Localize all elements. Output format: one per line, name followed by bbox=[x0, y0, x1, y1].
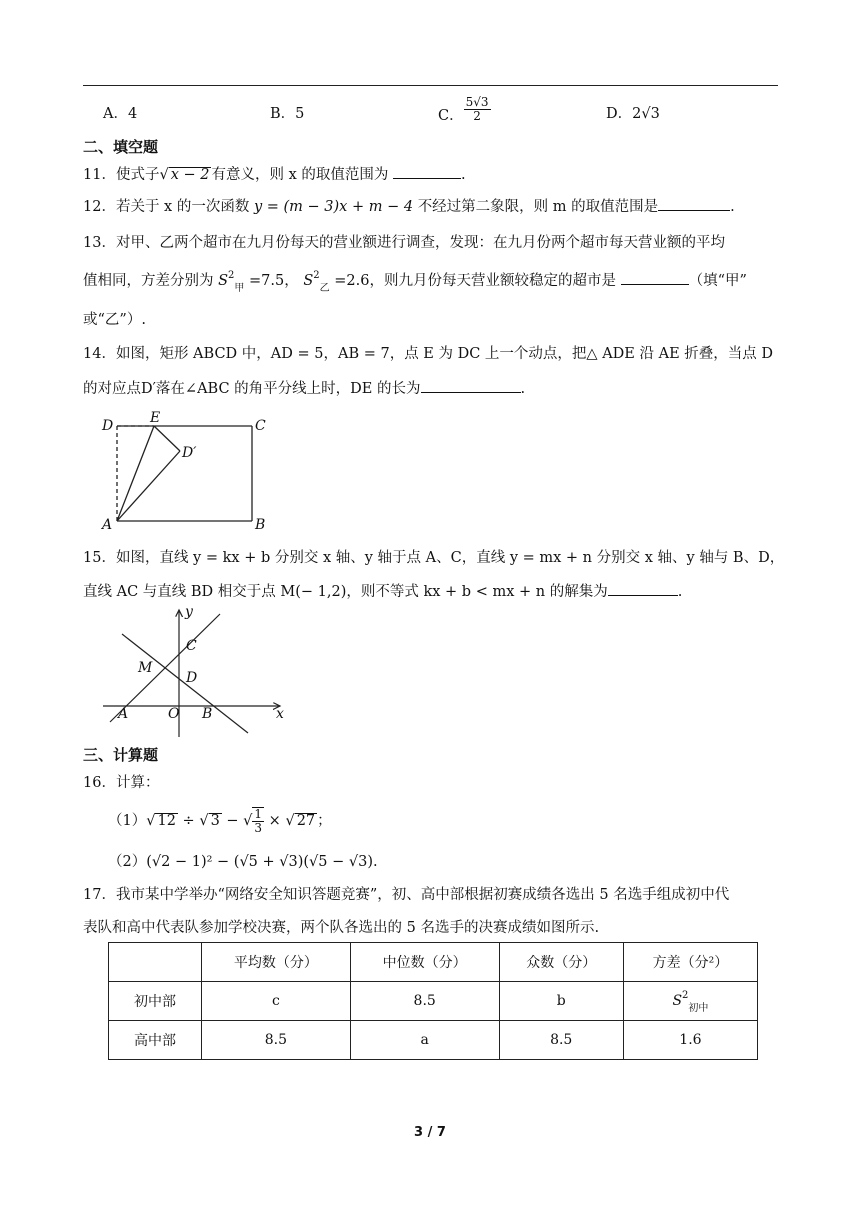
question-15-line2: 直线 AC 与直线 BD 相交于点 M(− 1,2)，则不等式 kx + b < mx + n 的解集为 . bbox=[83, 580, 682, 601]
label-a: A bbox=[102, 517, 113, 533]
row-label: 初中部 bbox=[109, 982, 202, 1021]
label-c: C bbox=[255, 418, 266, 434]
choice-d: D．2√3 bbox=[606, 106, 660, 122]
question-16-title: 16．计算： bbox=[83, 775, 160, 791]
table-cell: 8.5 bbox=[499, 1021, 623, 1060]
q15-coordinate-figure bbox=[98, 602, 298, 742]
segment-ed-prime bbox=[154, 426, 180, 451]
score-statistics-table bbox=[108, 942, 758, 1060]
choice-a: A．4 bbox=[103, 106, 138, 122]
table-cell: c bbox=[202, 982, 351, 1021]
table-header-row bbox=[109, 943, 758, 982]
section-fill-in-title: 二、填空题 bbox=[83, 138, 159, 156]
header-cell: 平均数（分） bbox=[202, 943, 351, 982]
row-label: 高中部 bbox=[109, 1021, 202, 1060]
table-cell: b bbox=[499, 982, 623, 1021]
label-c: C bbox=[186, 638, 197, 654]
question-17-line1: 17．我市某中学举办“网络安全知识答题竞赛”，初、高中部根据初赛成绩各选出 5 名选手组成初中代 bbox=[83, 887, 730, 903]
question-13-line3: 或“乙”）. bbox=[83, 312, 146, 328]
label-y: y bbox=[185, 604, 193, 620]
choice-b: B．5 bbox=[270, 106, 305, 122]
q14-rectangle-figure bbox=[98, 410, 273, 535]
label-b: B bbox=[202, 706, 213, 722]
segment-ad-prime bbox=[117, 451, 180, 521]
choice-c: C． $\frac{5√3}{2}$ bbox=[438, 95, 489, 124]
label-b: B bbox=[255, 517, 266, 533]
section-calc-title: 三、计算题 bbox=[83, 746, 159, 764]
table-cell: 8.5 bbox=[350, 982, 499, 1021]
label-d: D bbox=[186, 670, 198, 686]
table-cell: 8.5 bbox=[202, 1021, 351, 1060]
page-number: 3 / 7 bbox=[414, 1125, 446, 1140]
question-14-line2: 的对应点D′落在∠ABC 的角平分线上时，DE 的长为 . bbox=[83, 377, 525, 398]
table-cell-variance: $S^2_{初中}$ bbox=[623, 982, 757, 1021]
label-m: M bbox=[138, 660, 153, 676]
label-e: E bbox=[150, 410, 161, 426]
question-13-line1: 13．对甲、乙两个超市在九月份每天的营业额进行调查，发现：在九月份两个超市每天营业额的平均 bbox=[83, 235, 725, 251]
question-16-part2: （2）(√2 − 1)² − (√5 + √3)(√5 − √3). bbox=[108, 854, 378, 870]
q15-answer-blank[interactable] bbox=[608, 581, 678, 596]
question-11: 11．使式子√ x − 2 有意义，则 x 的取值范围为 . bbox=[83, 163, 466, 184]
label-a: A bbox=[118, 706, 129, 722]
q13-answer-blank[interactable] bbox=[621, 270, 689, 285]
label-o: O bbox=[168, 706, 180, 722]
label-x: x bbox=[276, 706, 284, 722]
fold-line-ae bbox=[117, 426, 154, 521]
header-cell: 中位数（分） bbox=[350, 943, 499, 982]
label-d-prime: D′ bbox=[182, 445, 197, 461]
header-cell bbox=[109, 943, 202, 982]
label-d: D bbox=[102, 418, 114, 434]
table-row bbox=[109, 1021, 758, 1060]
table-row bbox=[109, 982, 758, 1021]
question-17-line2: 表队和高中代表队参加学校决赛，两个队各选出的 5 名选手的决赛成绩如图所示. bbox=[83, 920, 600, 936]
header-cell: 方差（分²） bbox=[623, 943, 757, 982]
q11-answer-blank[interactable] bbox=[393, 164, 461, 179]
header-cell: 众数（分） bbox=[499, 943, 623, 982]
q10-choices bbox=[0, 96, 860, 130]
question-12: 12．若关于 x 的一次函数 y = (m − 3)x + m − 4 不经过第二象限，则 m 的取值范围是 . bbox=[83, 195, 735, 216]
table-cell: 1.6 bbox=[623, 1021, 757, 1060]
question-14-line1: 14．如图，矩形 ABCD 中，AD = 5，AB = 7，点 E 为 DC 上一个动点，把△ ADE 沿 AE 折叠，当点 D bbox=[83, 346, 773, 362]
q12-answer-blank[interactable] bbox=[658, 196, 730, 211]
q14-answer-blank[interactable] bbox=[421, 378, 521, 393]
question-15-line1: 15．如图，直线 y = kx + b 分别交 x 轴、y 轴于点 A、C，直线 y = mx + n 分别交 x 轴、y 轴与 B、D， bbox=[83, 550, 785, 566]
question-16-part1: （1）√ 12 ÷ √ 3 − √ $\frac{1}{3}$ × √ 27 ； bbox=[108, 807, 332, 835]
question-13-line2: 值相同，方差分别为 $S^2_甲 =7.5$， $S^2_乙 =2.6$，则九月份每天营业额较稳定的超市是 （填“甲” bbox=[83, 270, 747, 294]
header-divider bbox=[83, 85, 778, 86]
table-cell: a bbox=[350, 1021, 499, 1060]
